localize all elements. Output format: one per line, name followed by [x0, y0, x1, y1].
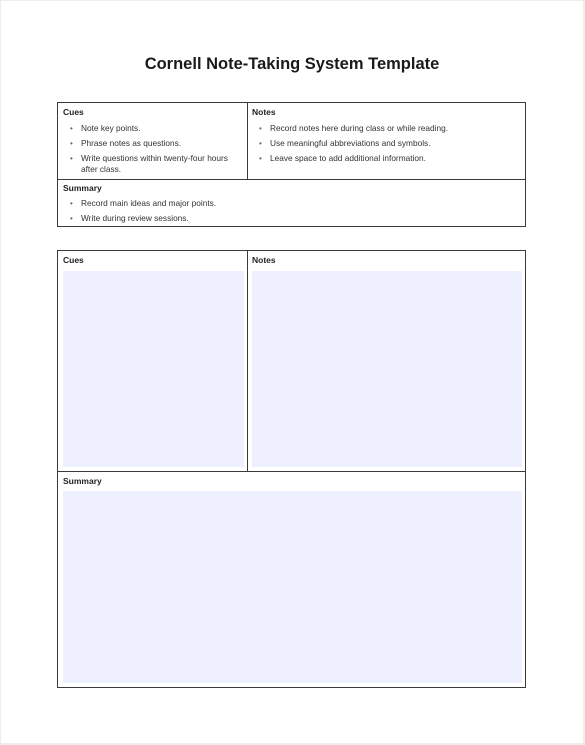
list-item: • Write questions within twenty-four hours after class. — [70, 153, 228, 174]
bullet-icon: • — [70, 214, 73, 223]
list-item: • Note key points. — [70, 123, 141, 133]
instructions-notes-label: Notes — [252, 107, 276, 117]
instructions-box — [57, 102, 526, 227]
instructions-summary-list — [70, 198, 510, 228]
notes-writing-area[interactable] — [252, 271, 522, 467]
bullet-icon: • — [259, 139, 262, 148]
template-row-divider — [58, 471, 525, 472]
summary-writing-area[interactable] — [63, 491, 522, 683]
list-item: • Use meaningful abbreviations and symbols. — [259, 138, 431, 148]
template-cues-label: Cues — [63, 255, 84, 265]
instructions-notes-list — [259, 123, 521, 168]
document-title: Cornell Note-Taking System Template — [144, 55, 440, 73]
list-item: • Write during review sessions. — [70, 213, 189, 223]
bullet-icon: • — [259, 124, 262, 133]
instructions-cues-list — [70, 123, 242, 179]
cues-writing-area[interactable] — [63, 271, 244, 467]
instructions-cues-label: Cues — [63, 107, 84, 117]
bullet-icon: • — [70, 139, 73, 148]
template-summary-label: Summary — [63, 476, 102, 486]
instructions-row-divider — [58, 179, 525, 180]
list-item: • Phrase notes as questions. — [70, 138, 182, 148]
list-item: • Record notes here during class or while reading. — [259, 123, 449, 133]
bullet-icon: • — [70, 124, 73, 133]
instructions-summary-label: Summary — [63, 183, 102, 193]
bullet-icon: • — [259, 154, 262, 163]
bullet-icon: • — [70, 154, 73, 163]
template-notes-label: Notes — [252, 255, 276, 265]
list-item: • Record main ideas and major points. — [70, 198, 217, 208]
list-item: • Leave space to add additional information. — [259, 153, 426, 163]
template-column-divider — [247, 251, 248, 471]
instructions-column-divider — [247, 103, 248, 179]
document-page — [1, 1, 583, 743]
bullet-icon: • — [70, 199, 73, 208]
template-box — [57, 250, 526, 688]
